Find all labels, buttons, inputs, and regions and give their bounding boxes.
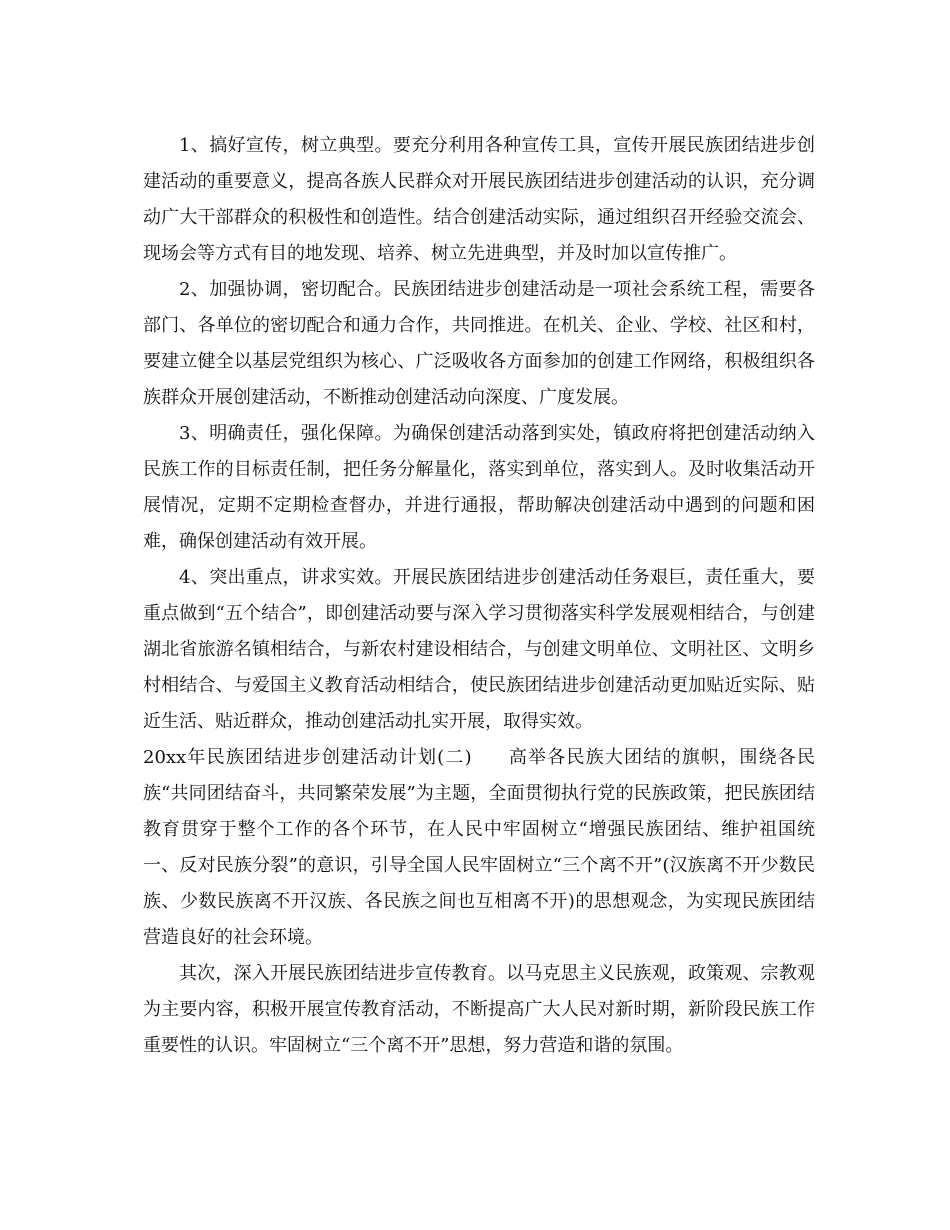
paragraph-coordination: 2、加强协调，密切配合。民族团结进步创建活动是一项社会系统工程，需要各部门、各单位的密切配合和通力合作，共同推进。在机关、企业、学校、社区和村，要建立健全以基层党组织为核心、广泛吸收各方面参加的创建工作网络，积极组织各族群众开展创建活动，不断推动创建活动向深度、广度发展。 [143,279,815,408]
paragraph-responsibility: 3、明确责任，强化保障。为确保创建活动落到实处，镇政府将把创建活动纳入民族工作的目标责任制，把任务分解量化，落实到单位，落实到人。及时收集活动开展情况，定期不定期检查督办，并进行通报，帮助解决创建活动中遇到的问题和困难，确保创建活动有效开展。 [143,423,815,552]
paragraph-publicity: 1、搞好宣传，树立典型。要充分利用各种宣传工具，宣传开展民族团结进步创建活动的重要意义，提高各族人民群众对开展民族团结进步创建活动的认识，充分调动广大干部群众的积极性和创造性。结合创建活动实际，通过组织召开经验交流会、现场会等方式有目的地发现、培养、树立先进典型，并及时加以宣传推广。 [143,135,815,264]
paragraph-closing: 其次，深入开展民族团结进步宣传教育。以马克思主义民族观，政策观、宗教观为主要内容，积极开展宣传教育活动，不断提高广大人民对新时期，新阶段民族工作重要性的认识。牢固树立“三个离不开”思想，努力营造和谐的氛围。 [143,963,815,1056]
document-body [143,128,815,1064]
section-title: 20xx年民族团结进步创建活动计划(二) [143,747,472,768]
section-block [143,740,815,956]
paragraph-key-points: 4、突出重点，讲求实效。开展民族团结进步创建活动任务艰巨，责任重大，要重点做到“五个结合”，即创建活动要与深入学习贯彻落实科学发展观相结合，与创建湖北省旅游名镇相结合，与新农村建设相结合，与创建文明单位、文明社区、文明乡村相结合、与爱国主义教育活动相结合，使民族团结进步创建活动更加贴近实际、贴近生活、贴近群众，推动创建活动扎实开展，取得实效。 [143,567,815,732]
section-intro: 高举各民族大团结的旗帜，围绕各民族“共同团结奋斗，共同繁荣发展”为主题，全面贯彻执行党的民族政策，把民族团结教育贯穿于整个工作的各个环节，在人民中牢固树立“增强民族团结、维护祖国统一、反对民族分裂”的意识，引导全国人民牢固树立“三个离不开”(汉族离不开少数民族、少数民族离不开汉族、各民族之间也互相离不开)的思想观念，为实现民族团结营造良好的社会环境。 [143,747,815,948]
